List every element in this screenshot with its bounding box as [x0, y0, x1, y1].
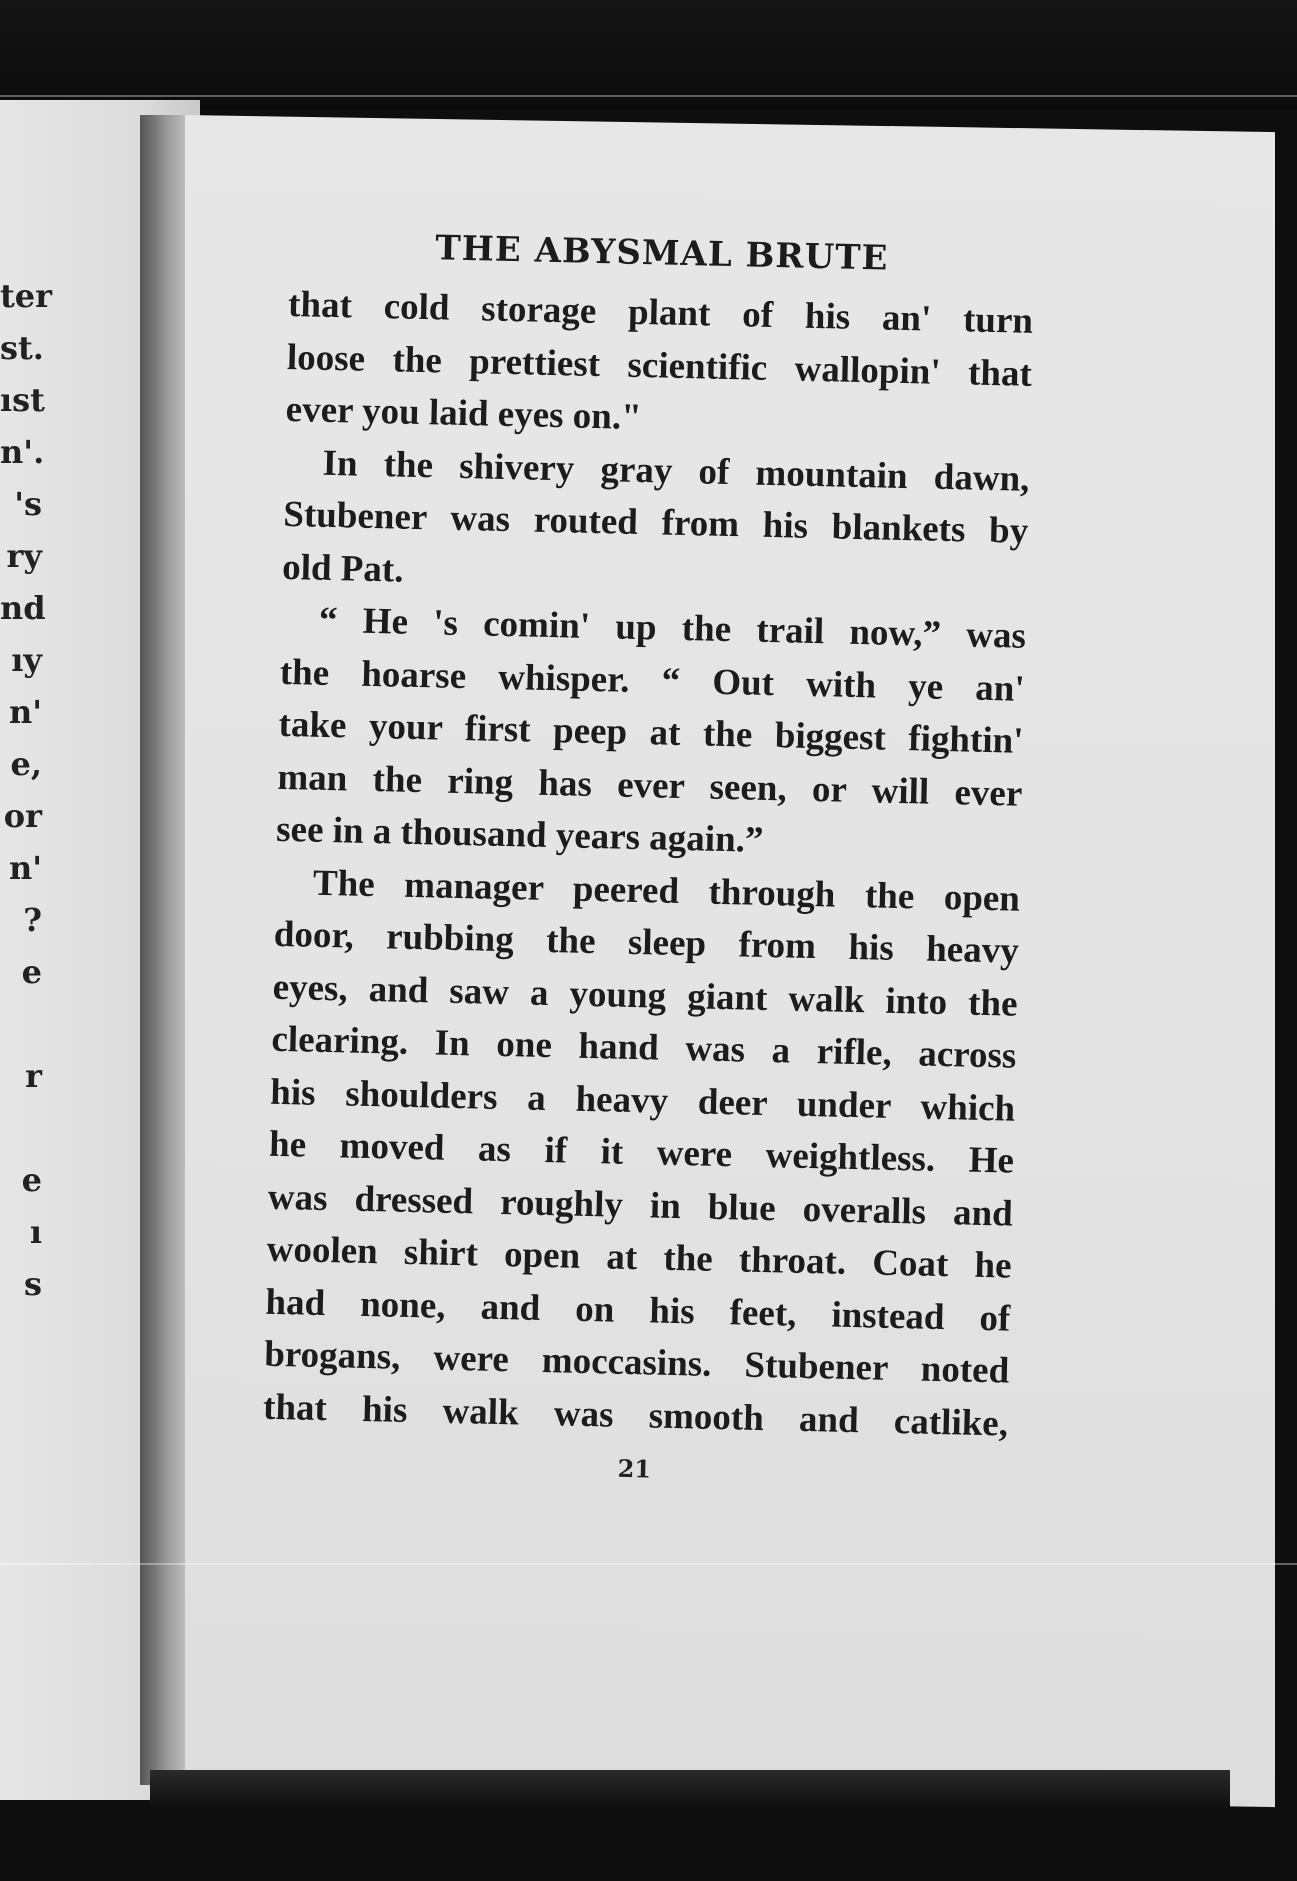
- scan-background: [0, 0, 1297, 110]
- left-page-fragment: ıst: [0, 381, 45, 419]
- text-line: the hoarse whisper. “ Out with ye an': [279, 651, 1026, 710]
- page-text-block: [262, 225, 1035, 1492]
- left-page-fragment: ?: [23, 901, 42, 939]
- left-page-fragment: or: [3, 797, 42, 835]
- left-page-fragment: e,: [10, 745, 42, 783]
- left-page-fragment: s: [23, 1265, 42, 1303]
- text-line: loose the prettiest scientific wallopin' that: [286, 336, 1033, 395]
- left-page-fragment: e: [21, 953, 42, 991]
- page-number: 21: [617, 1453, 652, 1484]
- text-line: that his walk was smooth and catlike,: [262, 1386, 1009, 1445]
- text-line: he moved as if it were weightless. He: [268, 1123, 1015, 1182]
- text-line: “ He 's comin' up the trail now,” was: [318, 599, 1027, 657]
- left-page-fragment: ıy: [11, 641, 42, 679]
- text-line: ever you laid eyes on.": [285, 388, 643, 439]
- text-line: had none, and on his feet, instead of: [265, 1281, 1011, 1340]
- text-line: The manager peered through the open: [312, 862, 1021, 920]
- text-line: eyes, and saw a young giant walk into the: [272, 966, 1018, 1025]
- running-head: THE ABYSMAL BRUTE: [434, 228, 889, 279]
- page-bottom-shadow: [150, 1770, 1230, 1810]
- left-page-fragment: e: [21, 1161, 42, 1199]
- left-page-fragment: 's: [14, 485, 42, 523]
- left-page-fragment: r: [25, 1057, 42, 1095]
- book-gutter: [140, 115, 185, 1785]
- text-line: In the shivery gray of mountain dawn,: [322, 442, 1030, 500]
- text-line: see in a thousand years again.”: [275, 808, 764, 861]
- text-line: his shoulders a heavy deer under which: [269, 1071, 1016, 1130]
- left-page-fragment: nd: [0, 589, 46, 627]
- left-page-fragment: st.: [0, 329, 44, 367]
- left-page-fragment: n': [8, 693, 42, 731]
- left-page-fragment: ry: [6, 537, 42, 575]
- text-line: woolen shirt open at the throat. Coat he: [266, 1228, 1013, 1287]
- text-line: brogans, were moccasins. Stubener noted: [263, 1333, 1010, 1392]
- left-page-fragment: n'.: [0, 433, 45, 471]
- text-line: old Pat.: [281, 546, 404, 591]
- text-line: was dressed roughly in blue overalls and: [267, 1176, 1014, 1235]
- text-line: door, rubbing the sleep from his heavy: [273, 913, 1020, 972]
- left-page-fragment: n': [8, 849, 42, 887]
- left-page-fragment: ter: [0, 277, 52, 315]
- text-line: take your first peep at the biggest fightin': [278, 703, 1024, 762]
- scan-artifact-line: [0, 95, 1297, 97]
- text-line: clearing. In one hand was a rifle, across: [271, 1018, 1017, 1077]
- left-page-fragment: ı: [29, 1213, 42, 1251]
- text-line: that cold storage plant of his an' turn: [287, 283, 1034, 342]
- text-line: Stubener was routed from his blankets by: [282, 493, 1029, 552]
- text-line: man the ring has ever seen, or will ever: [277, 756, 1023, 815]
- scan-artifact-line: [0, 1563, 1297, 1565]
